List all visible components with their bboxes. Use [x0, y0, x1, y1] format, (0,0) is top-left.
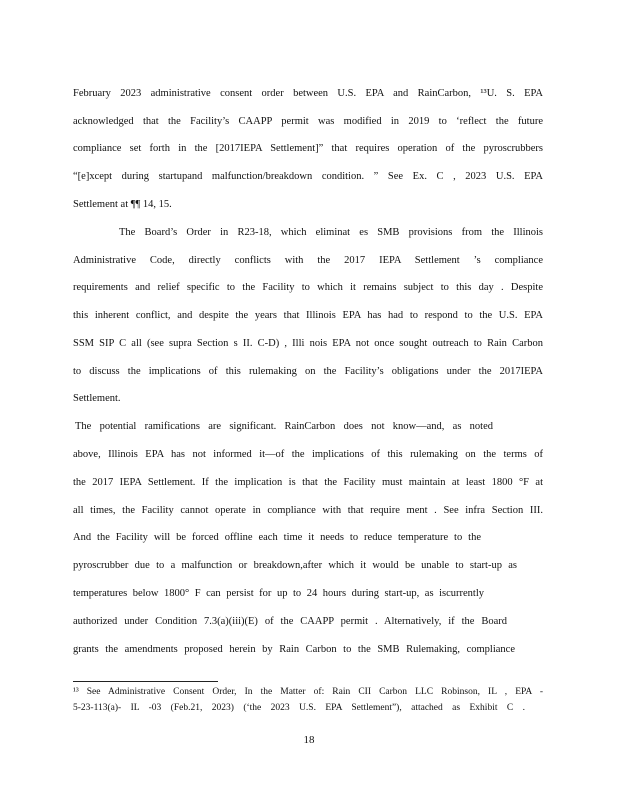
body-line-2: acknowledged that the Facility’s CAAPP permit was modified in 2019 to ‘reflect the future — [73, 116, 543, 127]
body-line-17: And the Facility will be forced offline each time it needs to reduce temperature to the — [73, 532, 481, 543]
body-line-19: temperatures below 1800° F can persist for up to 24 hours during start-up, as iscurrently — [73, 588, 484, 599]
body-line-11: to discuss the implications of this rulemaking on the Facility’s obligations under the 2017IEPA — [73, 366, 543, 377]
body-line-1: February 2023 administrative consent order between U.S. EPA and RainCarbon, ¹³U. S. EPA — [73, 88, 543, 99]
footnote-line-2: 5-23-113(a)- IL -03 (Feb.21, 2023) (‘the 2023 U.S. EPA Settlement”), attached as Exhibit C . — [73, 703, 525, 713]
body-line-16: all times, the Facility cannot operate in compliance with that require ment . See infra Section III. — [73, 505, 543, 516]
page-number: 18 — [303, 734, 315, 746]
footnote-divider — [73, 681, 218, 682]
body-line-10: SSM SIP C all (see supra Section s II. C-D) , Illi nois EPA not once sought outreach to Rain Carbon — [73, 338, 543, 349]
body-line-5: Settlement at ¶¶ 14, 15. — [73, 199, 172, 210]
body-line-6: The Board’s Order in R23-18, which eliminat es SMB provisions from the Illinois — [119, 227, 543, 238]
body-line-15: the 2017 IEPA Settlement. If the implication is that the Facility must maintain at least 1800 °F at — [73, 477, 543, 488]
body-line-3: compliance set forth in the [2017IEPA Settlement]” that requires operation of the pyroscrubbers — [73, 143, 543, 154]
body-line-9: this inherent conflict, and despite the years that Illinois EPA has had to respond to the U.S. EPA — [73, 310, 543, 321]
body-line-12: Settlement. — [73, 393, 121, 404]
body-line-8: requirements and relief specific to the Facility to which it remains subject to this day . Despite — [73, 282, 543, 293]
body-line-21: grants the amendments proposed herein by Rain Carbon to the SMB Rulemaking, compliance — [73, 644, 515, 655]
body-line-4: “[e]xcept during startupand malfunction/breakdown condition. ” See Ex. C , 2023 U.S. EPA — [73, 171, 543, 182]
body-line-20: authorized under Condition 7.3(a)(iii)(E) of the CAAPP permit . Alternatively, if the Board — [73, 616, 507, 627]
footnote-line-1: ¹³ See Administrative Consent Order, In the Matter of: Rain CII Carbon LLC Robinson, IL , EPA - — [73, 687, 543, 697]
body-line-14: above, Illinois EPA has not informed it—of the implications of this rulemaking on the terms of — [73, 449, 543, 460]
body-line-18: pyroscrubber due to a malfunction or breakdown,after which it would be unable to start-up as — [73, 560, 517, 571]
body-line-7: Administrative Code, directly conflicts with the 2017 IEPA Settlement ’s compliance — [73, 255, 543, 266]
body-line-13: The potential ramifications are significant. RainCarbon does not know—and, as noted — [75, 421, 493, 432]
